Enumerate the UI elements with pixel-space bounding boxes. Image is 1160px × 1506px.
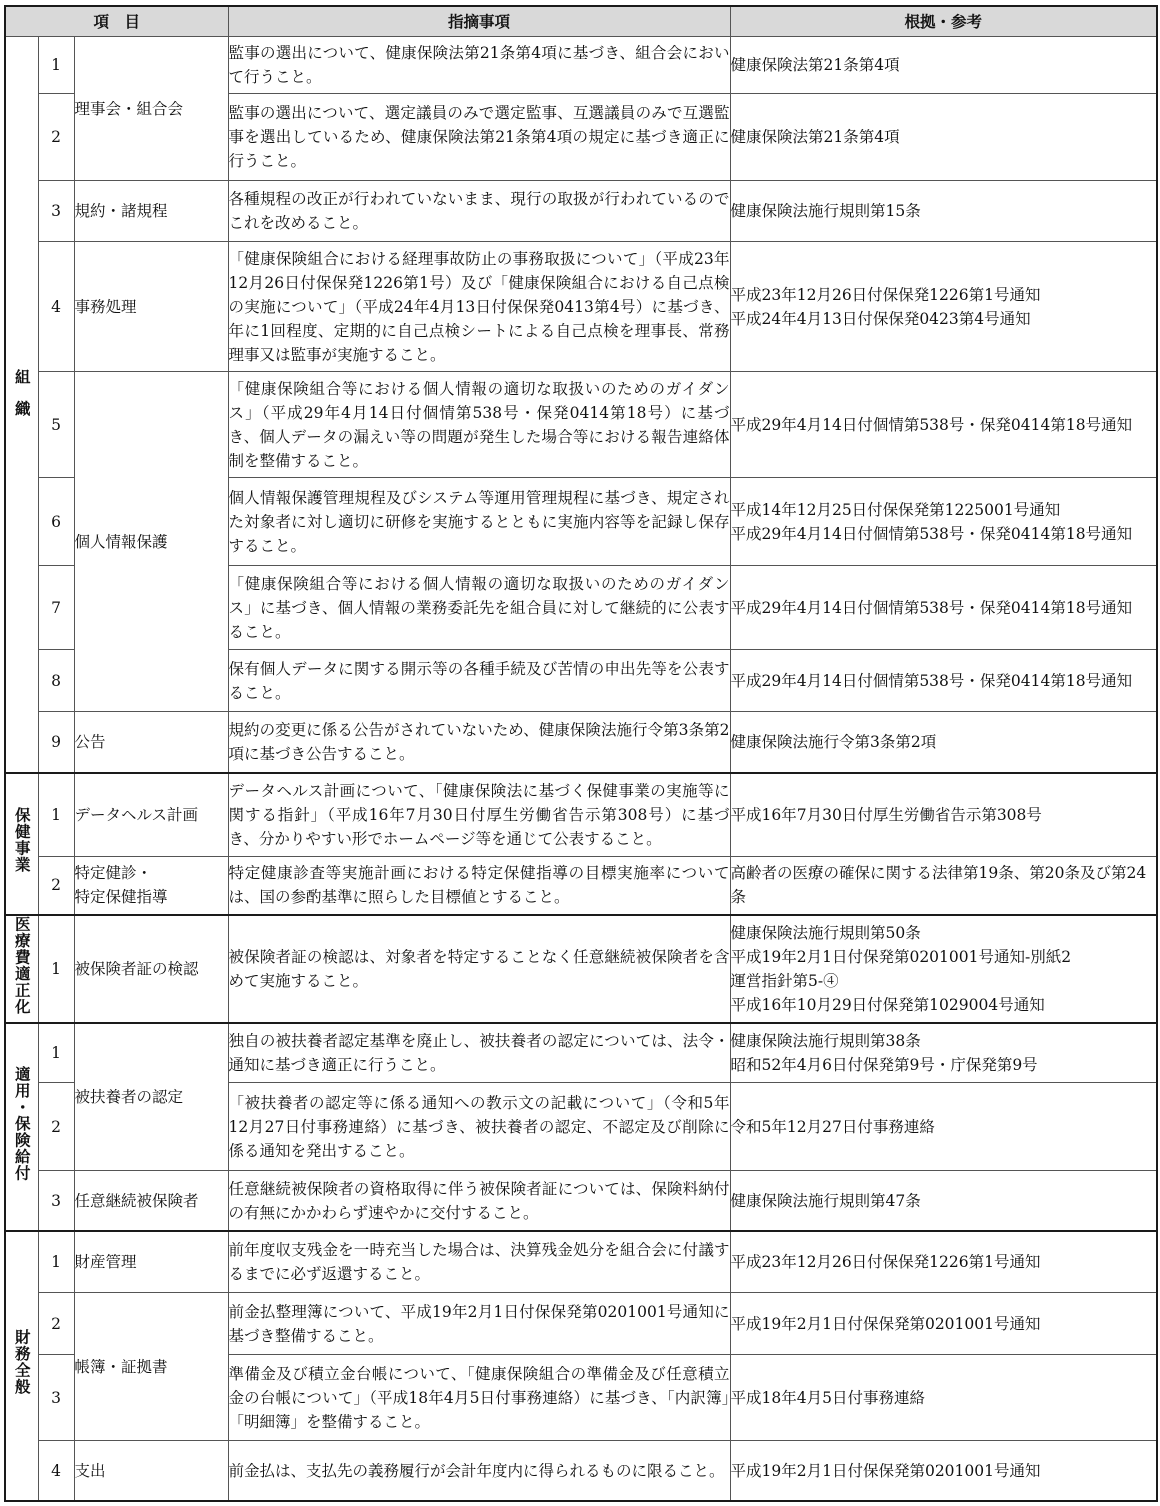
finding-cell: 前金払整理簿について、平成19年2月1日付保保発第0201001号通知に基づき整備すること。	[228, 1293, 730, 1355]
table-row	[5, 773, 1157, 857]
basis-cell: 平成19年2月1日付保保発第0201001号通知	[730, 1293, 1157, 1355]
item-label: 帳簿・証拠書	[74, 1293, 228, 1441]
table-row	[5, 857, 1157, 915]
section-label: 財務全般	[5, 1231, 38, 1501]
table-row	[5, 712, 1157, 773]
finding-cell: 「健康保険組合等における個人情報の適切な取扱いのためのガイダンス」（平成29年4月14日付個情第538号・保発0414第18号）に基づき、個人データの漏えい等の問題が発生した場合等における報告連絡体制を整備すること。	[228, 372, 730, 478]
finding-cell: 特定健康診査等実施計画における特定保健指導の目標実施率については、国の参酌基準に照らした目標値とすること。	[228, 857, 730, 915]
basis-cell: 令和5年12月27日付事務連絡	[730, 1083, 1157, 1171]
item-label: 被扶養者の認定	[74, 1023, 228, 1171]
row-number: 2	[38, 1083, 74, 1171]
row-number: 2	[38, 1293, 74, 1355]
row-number: 6	[38, 478, 74, 566]
item-label: 公告	[74, 712, 228, 773]
table-row	[5, 372, 1157, 478]
table-row	[5, 1023, 1157, 1083]
table-row	[5, 242, 1157, 372]
finding-cell: 前年度収支残金を一時充当した場合は、決算残金処分を組合会に付議するまでに必ず返還すること。	[228, 1231, 730, 1293]
basis-cell: 平成29年4月14日付個情第538号・保発0414第18号通知	[730, 372, 1157, 478]
row-number: 3	[38, 181, 74, 242]
basis-cell: 平成23年12月26日付保保発1226第1号通知	[730, 1231, 1157, 1293]
row-number: 1	[38, 37, 74, 94]
basis-cell: 高齢者の医療の確保に関する法律第19条、第20条及び第24条	[730, 857, 1157, 915]
basis-cell: 健康保険法施行規則第38条 昭和52年4月6日付保発第9号・庁保発第9号	[730, 1023, 1157, 1083]
row-number: 4	[38, 1441, 74, 1501]
finding-cell: 監事の選出について、選定議員のみで選定監事、互選議員のみで互選監事を選出しているため、健康保険法第21条第4項の規定に基づき適正に行うこと。	[228, 94, 730, 181]
finding-cell: データヘルス計画について、「健康保険法に基づく保健事業の実施等に関する指針」（平成16年7月30日付厚生労働省告示第308号）に基づき、分かりやすい形でホームページ等を通じて公表すること。	[228, 773, 730, 857]
finding-cell: 前金払は、支払先の義務履行が会計年度内に得られるものに限ること。	[228, 1441, 730, 1501]
table-row	[5, 37, 1157, 94]
basis-cell: 健康保険法施行規則第15条	[730, 181, 1157, 242]
row-number: 1	[38, 773, 74, 857]
row-number: 3	[38, 1171, 74, 1231]
section-label: 保健事業	[5, 773, 38, 915]
basis-cell: 健康保険法施行令第3条第2項	[730, 712, 1157, 773]
basis-cell: 健康保険法第21条第4項	[730, 37, 1157, 94]
finding-cell: 準備金及び積立金台帳について、「健康保険組合の準備金及び任意積立金の台帳について」（平成18年4月5日付事務連絡）に基づき、「内訳簿」「明細簿」を整備すること。	[228, 1355, 730, 1441]
row-number: 1	[38, 915, 74, 1023]
finding-cell: 「被扶養者の認定等に係る通知への教示文の記載について」（令和5年12月27日付事務連絡）に基づき、被扶養者の認定、不認定及び削除に係る通知を発出すること。	[228, 1083, 730, 1171]
basis-cell: 平成19年2月1日付保保発第0201001号通知	[730, 1441, 1157, 1501]
finding-cell: 個人情報保護管理規程及びシステム等運用管理規程に基づき、規定された対象者に対し適切に研修を実施するとともに実施内容等を記録し保存すること。	[228, 478, 730, 566]
finding-cell: 監事の選出について、健康保険法第21条第4項に基づき、組合会において行うこと。	[228, 37, 730, 94]
basis-cell: 平成16年7月30日付厚生労働省告示第308号	[730, 773, 1157, 857]
item-label: 被保険者証の検認	[74, 915, 228, 1023]
row-number: 1	[38, 1023, 74, 1083]
basis-cell: 平成29年4月14日付個情第538号・保発0414第18号通知	[730, 650, 1157, 712]
row-number: 7	[38, 566, 74, 650]
basis-cell: 健康保険法施行規則第50条 平成19年2月1日付保発第0201001号通知-別紙2 運営指針第5-④ 平成16年10月29日付保発第1029004号通知	[730, 915, 1157, 1023]
basis-cell: 平成18年4月5日付事務連絡	[730, 1355, 1157, 1441]
section-label: 適用・保険給付	[5, 1023, 38, 1231]
row-number: 8	[38, 650, 74, 712]
finding-cell: 被保険者証の検認は、対象者を特定することなく任意継続被保険者を含めて実施すること。	[228, 915, 730, 1023]
row-number: 2	[38, 857, 74, 915]
row-number: 2	[38, 94, 74, 181]
row-number: 1	[38, 1231, 74, 1293]
item-label: 規約・諸規程	[74, 181, 228, 242]
header-basis: 根拠・参考	[730, 6, 1157, 37]
header-row	[5, 6, 1157, 37]
section-label: 医療費適正化	[5, 915, 38, 1023]
basis-cell: 平成23年12月26日付保保発1226第1号通知 平成24年4月13日付保保発0423第4号通知	[730, 242, 1157, 372]
row-number: 3	[38, 1355, 74, 1441]
findings-table	[4, 5, 1158, 1502]
finding-cell: 任意継続被保険者の資格取得に伴う被保険者証については、保険料納付の有無にかかわらず速やかに交付すること。	[228, 1171, 730, 1231]
item-label: 任意継続被保険者	[74, 1171, 228, 1231]
table-row	[5, 1171, 1157, 1231]
finding-cell: 独自の被扶養者認定基準を廃止し、被扶養者の認定については、法令・通知に基づき適正に行うこと。	[228, 1023, 730, 1083]
table-row	[5, 181, 1157, 242]
finding-cell: 規約の変更に係る公告がされていないため、健康保険法施行令第3条第2項に基づき公告すること。	[228, 712, 730, 773]
item-label: 事務処理	[74, 242, 228, 372]
section-label: 組織	[5, 37, 38, 773]
basis-cell: 健康保険法第21条第4項	[730, 94, 1157, 181]
row-number: 9	[38, 712, 74, 773]
finding-cell: 各種規程の改正が行われていないまま、現行の取扱が行われているのでこれを改めること。	[228, 181, 730, 242]
row-number: 4	[38, 242, 74, 372]
table-row	[5, 1293, 1157, 1355]
row-number: 5	[38, 372, 74, 478]
item-label: 個人情報保護	[74, 372, 228, 712]
finding-cell: 「健康保険組合における経理事故防止の事務取扱について」（平成23年12月26日付保保発1226第1号）及び「健康保険組合における自己点検の実施について」（平成24年4月13日付保保発0413第4号）に基づき、年に1回程度、定期的に自己点検シートによる自己点検を理事長、常務理事又は監事が実施すること。	[228, 242, 730, 372]
item-label: 財産管理	[74, 1231, 228, 1293]
finding-cell: 保有個人データに関する開示等の各種手続及び苦情の申出先等を公表すること。	[228, 650, 730, 712]
table-row	[5, 1231, 1157, 1293]
item-label: データヘルス計画	[74, 773, 228, 857]
table-row	[5, 1441, 1157, 1501]
basis-cell: 健康保険法施行規則第47条	[730, 1171, 1157, 1231]
item-label: 特定健診・ 特定保健指導	[74, 857, 228, 915]
table-row	[5, 915, 1157, 1023]
item-label: 支出	[74, 1441, 228, 1501]
header-finding: 指摘事項	[228, 6, 730, 37]
basis-cell: 平成29年4月14日付個情第538号・保発0414第18号通知	[730, 566, 1157, 650]
item-label: 理事会・組合会	[74, 37, 228, 181]
finding-cell: 「健康保険組合等における個人情報の適切な取扱いのためのガイダンス」に基づき、個人情報の業務委託先を組合員に対して継続的に公表すること。	[228, 566, 730, 650]
basis-cell: 平成14年12月25日付保保発第1225001号通知 平成29年4月14日付個情第538号・保発0414第18号通知	[730, 478, 1157, 566]
header-item: 項 目	[5, 6, 228, 37]
